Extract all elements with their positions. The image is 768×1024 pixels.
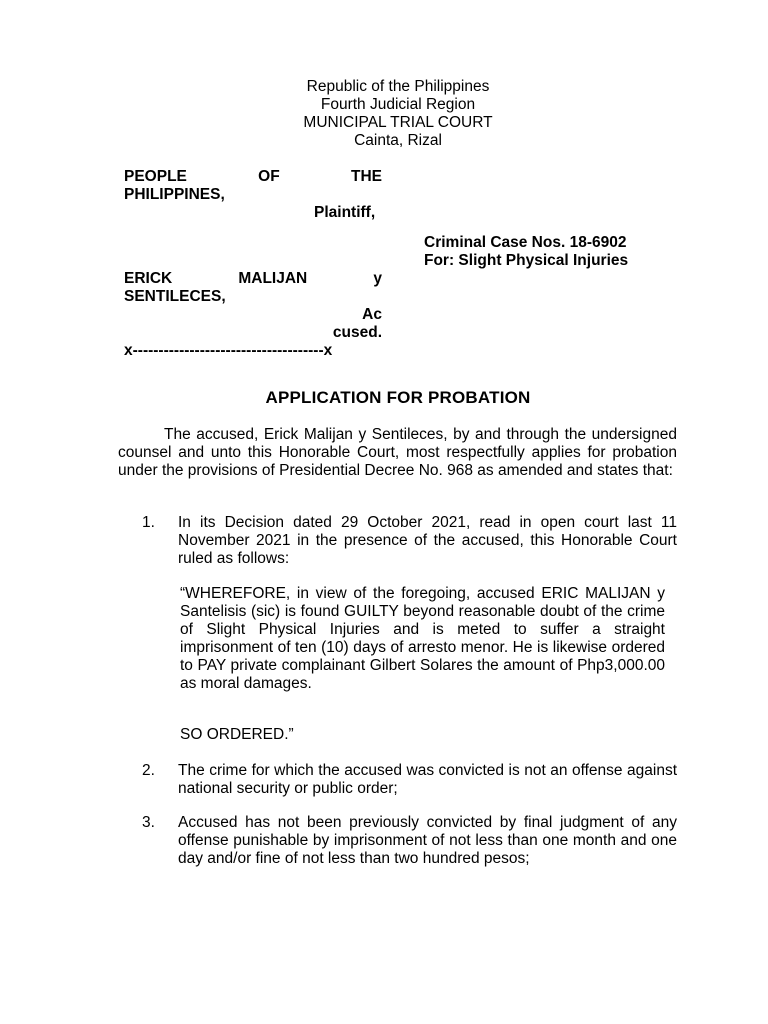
accused-line-1 [124, 270, 382, 288]
header-location: Cainta, Rizal [354, 132, 442, 149]
header-court: MUNICIPAL TRIAL COURT [303, 114, 493, 131]
case-number: Criminal Case Nos. 18-6902 [424, 234, 627, 251]
item-text: The crime for which the accused was convicted is not an offense against national security or public order; [178, 762, 677, 797]
plaintiff-line-2: PHILIPPINES, [124, 186, 225, 203]
item-text: In its Decision dated 29 October 2021, read in open court last 11 November 2021 in the presence of the accused, this Honorable Court ruled as follows: [178, 514, 677, 567]
document-title: APPLICATION FOR PROBATION [265, 388, 531, 407]
case-offense: For: Slight Physical Injuries [424, 252, 629, 269]
quoted-decision: “WHEREFORE, in view of the foregoing, accused ERIC MALIJAN y Santelisis (sic) is found GUILTY beyond reasonable doubt of the crime of Slight Physical Injuries and is meted to suffer a straight imprisonment of ten (10) days of arresto menor. He is likewise ordered to PAY private complainant Gilbert Solares the amount of Php3,000.00 as moral damages. [180, 585, 665, 692]
plaintiff-role: Plaintiff, [314, 204, 376, 221]
accused-role-part1: Ac [362, 306, 382, 323]
accused-word: y [373, 270, 382, 287]
accused-line-2: SENTILECES, [124, 288, 226, 305]
accused-word: ERICK [124, 270, 173, 287]
court-header [0, 78, 768, 150]
plaintiff-block [124, 168, 382, 222]
intro-paragraph [118, 426, 677, 480]
accused-word: MALIJAN [238, 270, 308, 287]
item-number: 2. [142, 762, 155, 779]
plaintiff-word: PEOPLE [124, 168, 187, 185]
accused-block [124, 270, 382, 360]
case-info [424, 234, 628, 270]
caption-separator: x-------------------------------------x [124, 342, 333, 359]
so-ordered: SO ORDERED.” [180, 726, 294, 743]
item-text: Accused has not been previously convicted by final judgment of any offense punishable by imprisonment of not less than one month and one day and/or fine of not less than two hundred pesos; [178, 814, 677, 867]
intro-text: The accused, Erick Malijan y Sentileces, by and through the undersigned counsel and unto this Honorable Court, most respectfully applies for probation under the provisions of Presidential Decree No. 968 as amended and states that: [118, 426, 677, 479]
plaintiff-word: OF [258, 168, 280, 185]
header-region: Fourth Judicial Region [320, 96, 476, 113]
item-number: 1. [142, 514, 155, 531]
header-republic: Republic of the Philippines [306, 78, 490, 95]
plaintiff-line-1 [124, 168, 382, 186]
plaintiff-word: THE [350, 168, 382, 185]
accused-role-part2: cused. [332, 324, 382, 341]
item-number: 3. [142, 814, 155, 831]
